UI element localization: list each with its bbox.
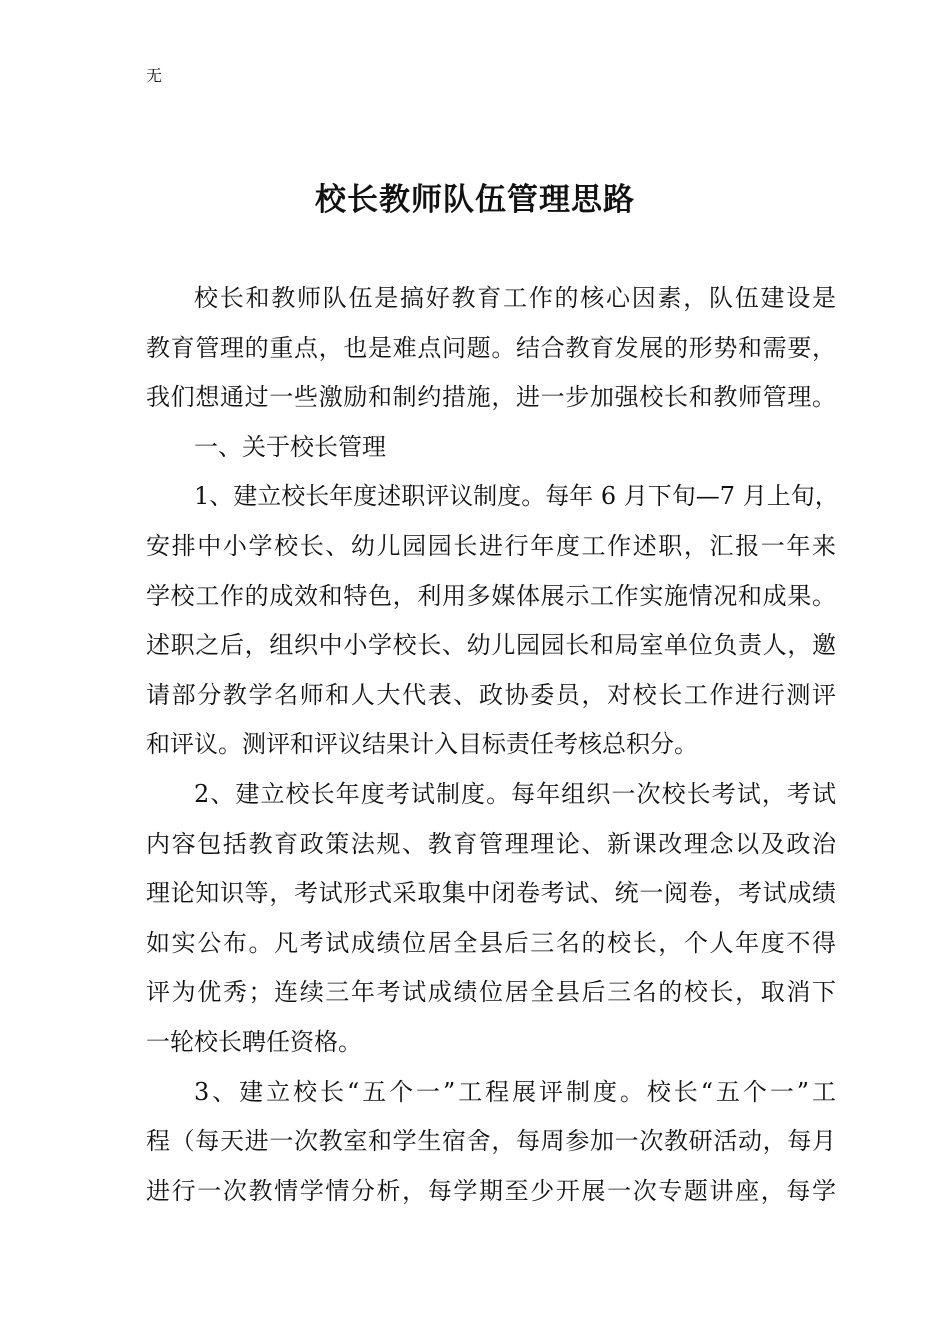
text-line: 评为优秀；连续三年考试成绩位居全县后三名的校长，取消下 xyxy=(146,978,836,1007)
document-body xyxy=(146,274,839,1216)
text-line: 我们想通过一些激励和制约措施，进一步加强校长和教师管理。 xyxy=(146,383,836,412)
text-line: 一轮校长聘任资格。 xyxy=(146,1027,362,1056)
text-line: 内容包括教育政策法规、教育管理理论、新课改理念以及政治 xyxy=(146,829,836,858)
header-mark: 无 xyxy=(146,66,163,85)
text-line: 请部分教学名师和人大代表、政协委员，对校长工作进行测评 xyxy=(146,680,836,709)
text-line: 校长和教师队伍是搞好教育工作的核心因素，队伍建设是 xyxy=(194,284,836,312)
text-line: 教育管理的重点，也是难点问题。结合教育发展的形势和需要， xyxy=(146,333,836,362)
text-line: 1、建立校长年度述职评议制度。每年 6 月下旬—7 月上旬， xyxy=(194,482,839,511)
text-line: 3、建立校长“五个一”工程展评制度。校长“五个一”工 xyxy=(194,1077,836,1106)
text-line: 理论知识等，考试形式采取集中闭卷考试、统一阅卷，考试成绩 xyxy=(146,879,836,908)
text-line: 进行一次教情学情分析，每学期至少开展一次专题讲座，每学 xyxy=(146,1176,836,1205)
text-line: 安排中小学校长、幼儿园园长进行年度工作述职，汇报一年来 xyxy=(146,531,836,560)
text-line: 2、建立校长年度考试制度。每年组织一次校长考试，考试 xyxy=(194,779,836,808)
page-title: 校长教师队伍管理思路 xyxy=(315,182,635,218)
text-line: 一、关于校长管理 xyxy=(194,432,386,461)
text-line: 如实公布。凡考试成绩位居全县后三名的校长，个人年度不得 xyxy=(146,928,836,957)
text-line: 和评议。测评和评议结果计入目标责任考核总积分。 xyxy=(146,730,698,759)
text-line: 学校工作的成效和特色，利用多媒体展示工作实施情况和成果。 xyxy=(146,581,836,610)
text-line: 程（每天进一次教室和学生宿舍，每周参加一次教研活动，每月 xyxy=(146,1127,836,1156)
text-line: 述职之后，组织中小学校长、幼儿园园长和局室单位负责人，邀 xyxy=(146,631,836,660)
